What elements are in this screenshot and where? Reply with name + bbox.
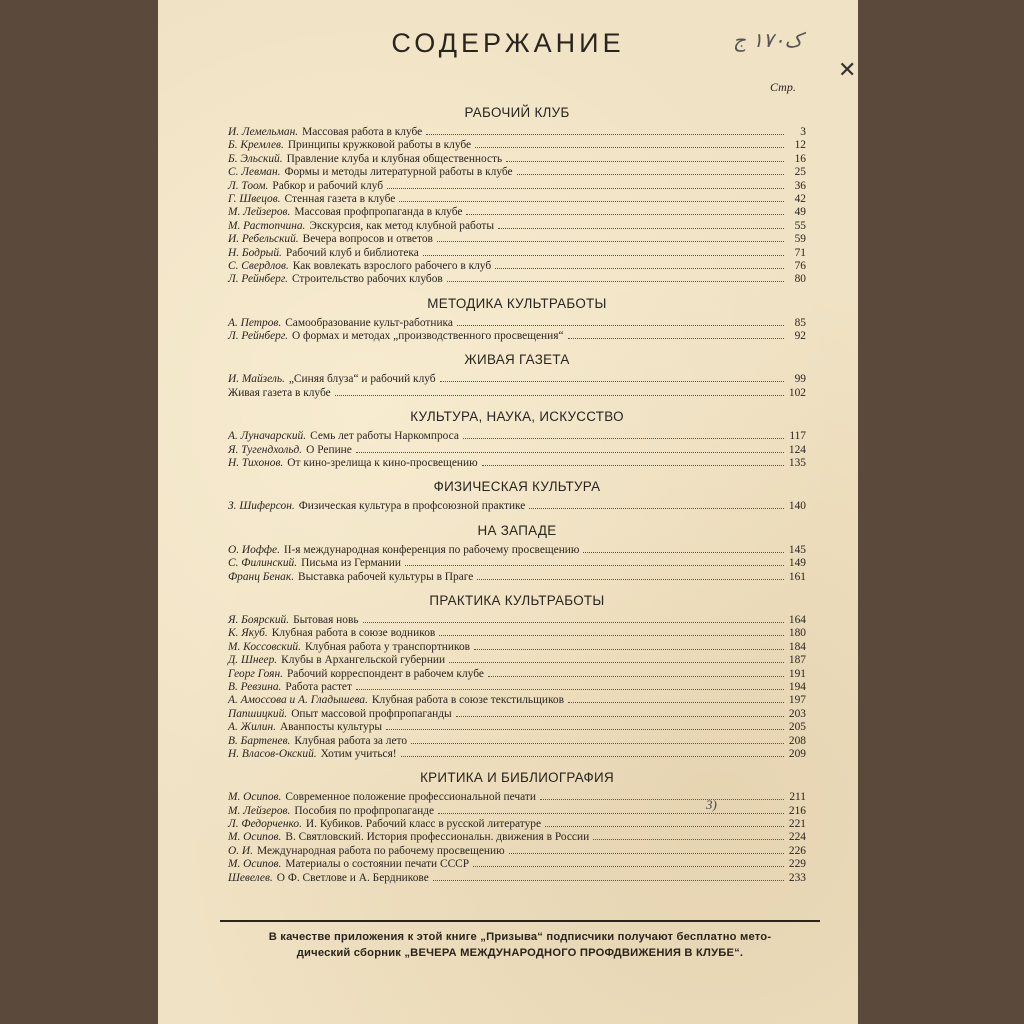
dot-leader: [583, 543, 784, 553]
toc-entry: [228, 329, 806, 342]
entry-author: И. Майзель.: [228, 373, 285, 386]
toc-entry: [228, 653, 806, 666]
entry-title: Клубы в Архангельской губернии: [281, 654, 446, 667]
toc-section: [228, 522, 806, 583]
toc-entry: [228, 857, 806, 870]
entry-author: Папшицкий.: [228, 707, 288, 720]
entry-author: Б. Кремлев.: [228, 139, 284, 152]
entry-author: Д. Шнеер.: [228, 654, 278, 667]
entry-title: Массовая профпропаганда в клубе: [294, 206, 463, 219]
entry-title: В. Святловский. История профессиональн. движения в России: [285, 831, 590, 844]
entry-title: Клубная работа за лето: [294, 734, 408, 747]
entry-title: Строительство рабочих клубов: [291, 273, 443, 286]
dot-leader: [473, 857, 784, 867]
entry-page-number: 92: [794, 330, 806, 343]
entry-title: Вечера вопросов и ответов: [302, 233, 433, 246]
section-title: КУЛЬТУРА, НАУКА, ИСКУССТВО: [410, 409, 624, 425]
dot-leader: [457, 316, 784, 326]
entry-page-number: 36: [794, 179, 806, 192]
toc-entry: [228, 817, 806, 830]
dot-leader: [506, 152, 784, 162]
dot-leader: [456, 707, 784, 717]
entry-page-number: 194: [788, 680, 806, 693]
entry-author: С. Филинский.: [228, 557, 298, 570]
dot-leader: [495, 259, 784, 269]
entry-author: И. Лемельман.: [228, 126, 299, 138]
entry-author: А. Луначарский.: [228, 430, 307, 443]
toc-entry: [228, 499, 806, 512]
entry-author: М. Лейзеров.: [228, 804, 291, 817]
entry-title: Международная работа по рабочему просвещению: [257, 844, 505, 857]
entry-author: Н. Бодрый.: [228, 246, 282, 259]
dot-leader: [433, 871, 784, 881]
entry-page-number: 49: [794, 206, 806, 219]
entry-author: Я. Боярский.: [228, 613, 290, 626]
entry-author: О. И.: [228, 844, 253, 857]
entry-author: Г. Швецов.: [228, 192, 281, 205]
entry-page-number: 124: [788, 443, 806, 456]
dot-leader: [438, 804, 784, 814]
entry-author: С. Свердлов.: [228, 259, 289, 272]
entry-title: Опыт массовой профпропаганды: [291, 707, 452, 720]
supplement-notice: [220, 920, 820, 961]
dot-leader: [423, 246, 784, 256]
toc-entry: [228, 613, 806, 626]
toc-entry: [228, 272, 806, 285]
toc-entry: [228, 179, 806, 192]
entry-author: Л. Рейнберг.: [228, 330, 288, 343]
entry-page-number: 55: [794, 219, 806, 232]
handwritten-margin-note: ک۱۷۰ ج: [733, 28, 803, 52]
dot-leader: [477, 570, 784, 580]
handwritten-annotation: 3): [706, 797, 717, 812]
toc-section: [228, 592, 806, 760]
entry-title: Физическая культура в профсоюзной практике: [298, 500, 526, 513]
entry-author: М. Осипов.: [228, 791, 282, 804]
notice-line-2: дический сборник „ВЕЧЕРА МЕЖДУНАРОДНОГО ПРОФДВИЖЕНИЯ В КЛУБЕ“.: [296, 947, 744, 959]
entry-page-number: 229: [788, 858, 806, 871]
entry-author: С. Левман.: [228, 166, 281, 179]
entry-page-number: 12: [794, 139, 806, 152]
entry-page-number: 208: [788, 734, 806, 747]
section-title: КРИТИКА И БИБЛИОГРАФИЯ: [420, 770, 614, 786]
page-column-label: Стр.: [770, 80, 796, 94]
entry-title: Пособия по профпропаганде: [294, 804, 435, 817]
entry-page-number: 3: [800, 126, 806, 138]
toc-entry: [228, 219, 806, 232]
dot-leader: [475, 138, 784, 148]
dot-leader: [440, 372, 784, 382]
toc-entry: [228, 125, 806, 138]
entry-page-number: 135: [788, 457, 806, 470]
entry-page-number: 224: [788, 831, 806, 844]
entry-author: Б. Эльский.: [228, 152, 283, 165]
entry-page-number: 191: [788, 667, 806, 680]
entry-page-number: 209: [788, 747, 806, 760]
dot-leader: [386, 720, 784, 730]
dot-leader: [568, 329, 784, 339]
entry-title: Хотим учиться!: [320, 747, 397, 760]
dot-leader: [363, 613, 784, 623]
entry-page-number: 99: [794, 373, 806, 386]
toc-entry: [228, 246, 806, 259]
toc-section: [228, 104, 806, 286]
entry-author: Н. Тихонов.: [228, 457, 284, 470]
dot-leader: [593, 830, 784, 840]
entry-title: О Репине: [306, 443, 352, 456]
entry-author: Шевелев.: [228, 871, 273, 884]
toc-entry: [228, 570, 806, 583]
entry-title: Аванпосты культуры: [279, 721, 383, 734]
dot-leader: [498, 219, 784, 229]
entry-page-number: 187: [788, 654, 806, 667]
dot-leader: [482, 456, 784, 466]
dot-leader: [449, 653, 784, 663]
entry-author: Л. Рейнберг.: [228, 273, 288, 286]
entry-page-number: 117: [789, 430, 806, 443]
entry-title: II-я международная конференция по рабочему просвещению: [283, 543, 580, 556]
entry-page-number: 184: [788, 640, 806, 653]
dot-leader: [399, 192, 784, 202]
toc-entry: [228, 456, 806, 469]
entry-page-number: 102: [788, 386, 806, 399]
entry-page-number: 226: [788, 844, 806, 857]
entry-title: Рабочий корреспондент в рабочем клубе: [286, 667, 484, 680]
toc-entry: [228, 720, 806, 733]
entry-author: О. Иоффе.: [228, 543, 280, 556]
dot-leader: [356, 443, 784, 453]
entry-page-number: 203: [788, 707, 806, 720]
entry-title: Правление клуба и клубная общественность: [286, 152, 503, 165]
entry-author: М. Коссовский.: [228, 640, 301, 653]
dot-leader: [474, 640, 784, 650]
toc-entry: [228, 626, 806, 639]
entry-page-number: 233: [788, 871, 806, 884]
entry-title: О формах и методах „производственного просвещения“: [291, 330, 564, 343]
entry-title: Массовая работа в клубе: [302, 126, 423, 138]
entry-author: И. Ребельский.: [228, 233, 299, 246]
dot-leader: [517, 165, 784, 175]
dot-leader: [488, 667, 784, 677]
toc-entry: [228, 165, 806, 178]
toc-entry: [228, 316, 806, 329]
entry-title: Современное положение профессиональной печати: [285, 791, 536, 804]
section-title: МЕТОДИКА КУЛЬТРАБОТЫ: [427, 295, 607, 311]
page-title: СОДЕРЖАНИЕ: [391, 28, 625, 58]
toc-entry: [228, 804, 806, 817]
entry-page-number: 180: [788, 627, 806, 640]
entry-title: Рабкор и рабочий клуб: [272, 179, 384, 192]
entry-page-number: 16: [794, 152, 806, 165]
toc-entry: [228, 232, 806, 245]
dot-leader: [426, 125, 784, 135]
entry-page-number: 25: [794, 166, 806, 179]
entry-author: А. Жилин.: [228, 721, 276, 734]
toc-entry: [228, 429, 806, 442]
toc-section: [228, 478, 806, 512]
entry-page-number: 216: [788, 804, 806, 817]
entry-author: Н. Власов-Окский.: [228, 747, 317, 760]
entry-author: Л. Федорченко.: [228, 818, 302, 831]
toc-entry: [228, 667, 806, 680]
entry-title: „Синяя блуза“ и рабочий клуб: [288, 373, 436, 386]
entry-author: В. Бартенев.: [228, 734, 291, 747]
section-title: ЖИВАЯ ГАЗЕТА: [464, 352, 570, 368]
entry-title: Клубная работа в союзе водников: [271, 627, 436, 640]
entry-page-number: 71: [794, 246, 806, 259]
entry-title: Как вовлекать взрослого рабочего в клуб: [292, 259, 492, 272]
table-of-contents: [228, 104, 806, 893]
toc-entry: [228, 192, 806, 205]
entry-page-number: 164: [788, 613, 806, 626]
entry-title: От кино-зрелища к кино-просвещению: [287, 457, 478, 470]
entry-author: М. Осипов.: [228, 858, 282, 871]
entry-page-number: 161: [788, 570, 806, 583]
section-title: РАБОЧИЙ КЛУБ: [464, 105, 570, 120]
entry-title: Клубная работа в союзе текстильщиков: [371, 694, 564, 707]
entry-author: Я. Тугендхольд.: [228, 443, 303, 456]
entry-title: И. Кубиков. Рабочий класс в русской литературе: [305, 818, 542, 831]
dot-leader: [387, 179, 784, 189]
toc-entry: [228, 443, 806, 456]
toc-entry: [228, 693, 806, 706]
section-title: НА ЗАПАДЕ: [477, 522, 557, 538]
toc-entry: [228, 680, 806, 693]
dot-leader: [405, 556, 784, 566]
entry-page-number: 85: [794, 316, 806, 329]
entry-page-number: 80: [794, 273, 806, 286]
handwritten-x-mark: ✕: [838, 58, 857, 83]
entry-author: М. Растопчина.: [228, 219, 306, 232]
entry-page-number: 140: [788, 500, 806, 513]
entry-page-number: 145: [788, 543, 806, 556]
dot-leader: [401, 747, 784, 757]
dot-leader: [545, 817, 784, 827]
dot-leader: [540, 790, 784, 800]
toc-entry: [228, 871, 806, 884]
toc-entry: [228, 830, 806, 843]
entry-author: М. Осипов.: [228, 831, 282, 844]
notice-line-1: В качестве приложения к этой книге „Призыва“ подписчики получают бесплатно мето-: [268, 931, 772, 943]
entry-author: К. Якуб.: [228, 627, 268, 640]
entry-page-number: 149: [788, 557, 806, 570]
entry-title: Живая газета в клубе: [228, 386, 331, 399]
entry-title: Работа растет: [285, 680, 352, 693]
entry-page-number: 59: [794, 233, 806, 246]
dot-leader: [463, 429, 784, 439]
toc-entry: [228, 259, 806, 272]
toc-entry: [228, 790, 806, 803]
entry-author: Л. Тоом.: [228, 179, 269, 192]
entry-title: Выставка рабочей культуры в Праге: [298, 570, 474, 583]
toc-entry: [228, 556, 806, 569]
entry-author: А. Петров.: [228, 316, 282, 329]
dot-leader: [437, 232, 784, 242]
toc-section: [228, 408, 806, 469]
entry-title: Семь лет работы Наркомпроса: [310, 430, 459, 443]
toc-entry: [228, 640, 806, 653]
entry-author: М. Лейзеров.: [228, 206, 291, 219]
entry-author: Георг Гоян.: [228, 667, 283, 680]
entry-title: Рабочий клуб и библиотека: [285, 246, 419, 259]
entry-title: Самообразование культ-работника: [285, 316, 453, 329]
entry-title: Формы и методы литературной работы в клубе: [284, 166, 513, 179]
toc-entry: [228, 844, 806, 857]
document-page: [158, 0, 858, 1024]
entry-author: Франц Бенак.: [228, 570, 295, 583]
entry-author: А. Амоссова и А. Гладышева.: [228, 694, 368, 707]
entry-title: Экскурсия, как метод клубной работы: [309, 219, 494, 232]
entry-title: Стенная газета в клубе: [284, 192, 396, 205]
entry-page-number: 205: [788, 721, 806, 734]
toc-section: [228, 769, 806, 884]
toc-entry: [228, 707, 806, 720]
entry-author: В. Ревзина.: [228, 680, 282, 693]
toc-entry: [228, 152, 806, 165]
dot-leader: [466, 205, 784, 215]
dot-leader: [529, 499, 784, 509]
entry-page-number: 197: [788, 694, 806, 707]
entry-title: Клубная работа у транспортников: [304, 640, 471, 653]
entry-title: О Ф. Светлове и А. Бердникове: [276, 871, 429, 884]
toc-entry: [228, 205, 806, 218]
entry-page-number: 221: [788, 818, 806, 831]
toc-entry: [228, 734, 806, 747]
dot-leader: [335, 386, 784, 396]
entry-page-number: 76: [794, 259, 806, 272]
section-title: ФИЗИЧЕСКАЯ КУЛЬТУРА: [433, 479, 601, 495]
entry-page-number: 211: [789, 791, 806, 804]
toc-entry: [228, 747, 806, 760]
entry-title: Принципы кружковой работы в клубе: [287, 139, 472, 152]
dot-leader: [356, 680, 784, 690]
toc-entry: [228, 386, 806, 399]
toc-entry: [228, 372, 806, 385]
toc-section: [228, 351, 806, 399]
dot-leader: [568, 693, 784, 703]
dot-leader: [411, 734, 784, 744]
dot-leader: [439, 626, 784, 636]
dot-leader: [447, 272, 784, 282]
entry-title: Бытовая новь: [293, 613, 359, 626]
toc-entry: [228, 138, 806, 151]
entry-page-number: 42: [794, 192, 806, 205]
dot-leader: [509, 844, 784, 854]
toc-section: [228, 295, 806, 343]
section-title: ПРАКТИКА КУЛЬТРАБОТЫ: [429, 592, 605, 608]
entry-author: З. Шиферсон.: [228, 500, 295, 513]
toc-entry: [228, 543, 806, 556]
entry-title: Материалы о состоянии печати СССР: [285, 858, 470, 871]
entry-title: Письма из Германии: [301, 557, 401, 570]
